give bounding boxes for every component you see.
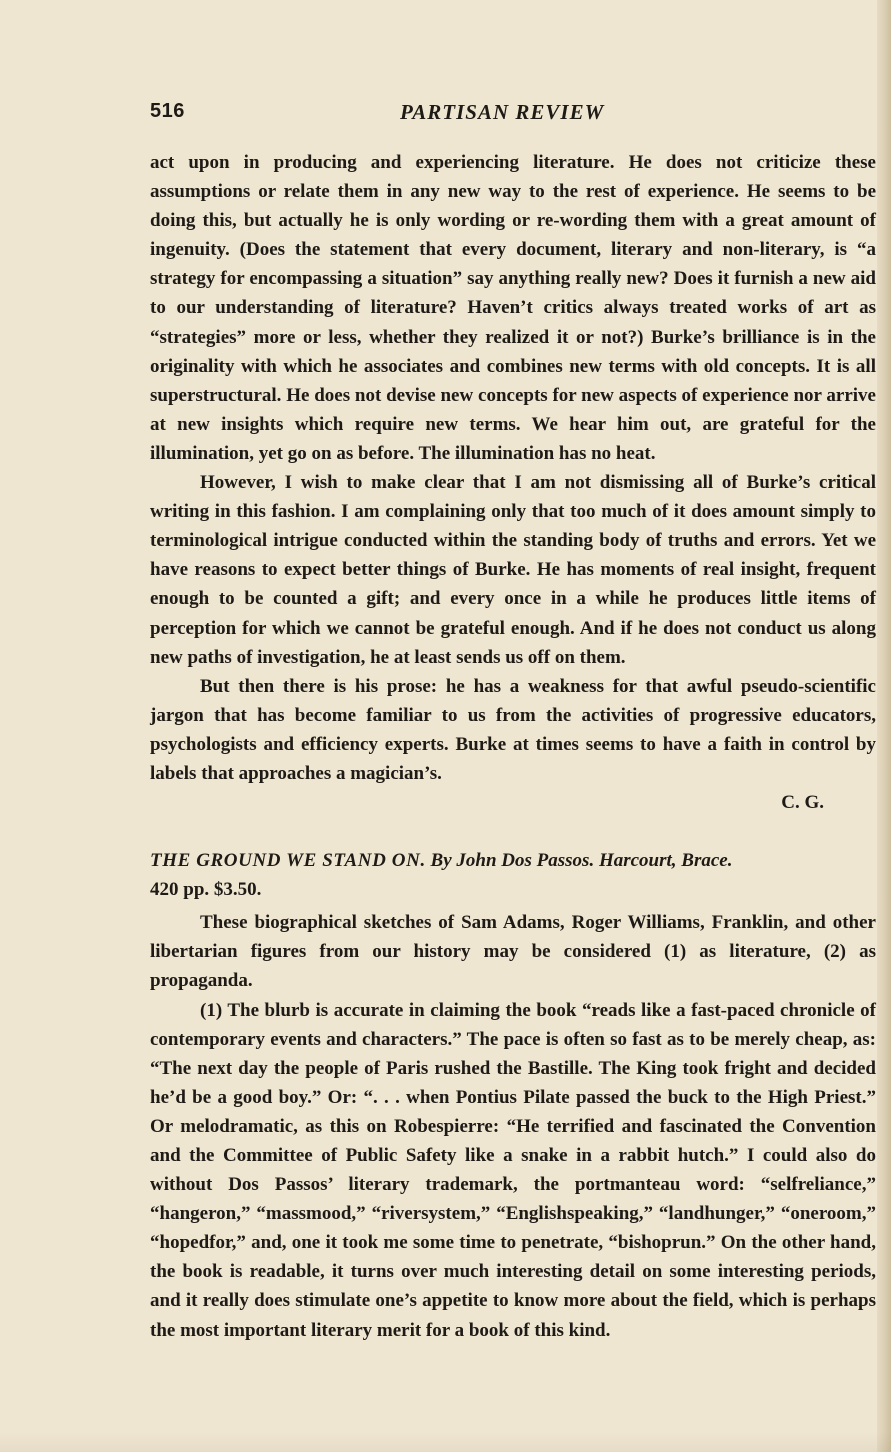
book-author: By John Dos Passos. [430,850,595,872]
review-dos-passos [150,908,876,1344]
paragraph: But then there is his prose: he has a weakness for that awful pseudo-scientific jargon that has become familiar to us from the activities of progressive educators, psychologists and efficiency experts. Burke at times seems to have a faith in control by labels that approaches a magician’s. [150,675,876,784]
reviewer-signature: C. G. [781,792,824,814]
paragraph: These biographical sketches of Sam Adams, Roger Williams, Franklin, and other libertarian figures from our history may be considered (1) as literature, (2) as propaganda. [150,912,876,992]
paragraph: (1) The blurb is accurate in claiming the book “reads like a fast-paced chronicle of contemporary events and characters.” The pace is often so fast as to be merely cheap, as: “The next day the people of Paris rushed the Bastille. The King took fright and decided he’d be a good boy.” Or: “. . . when Pontius Pilate passed the buck to the High Priest.” Or melodramatic, as this on Robespierre: “He terrified and fascinated the Convention and the Committee of Public Safety like a snake in a rabbit hutch.” I could also do without Dos Passos’ literary trademark, the portmanteau word: “selfreliance,” “hangeron,” “massmood,” “riversystem,” “Englishspeaking,” “landhunger,” “oneroom,” “hopedfor,” and, one it took me some time to penetrate, “bishoprun.” On the other hand, the book is readable, it turns over much interesting detail on some interesting periods, and it really does stimulate one’s appetite to know more about the field, which is perhaps the most important literary merit for a book of this kind. [150,999,876,1341]
page-number: 516 [150,100,185,122]
page-bottom-shadow [0,1432,891,1452]
book-publisher: Harcourt, Brace. [598,850,733,872]
page-content [150,96,876,1345]
running-head [150,96,876,140]
paragraph: However, I wish to make clear that I am not dismissing all of Burke’s critical writing in this fashion. I am complaining only that too much of it does amount simply to terminological intrigue conducted within the standing body of truths and errors. Yet we have reasons to expect better things of Burke. He has moments of real insight, frequent enough to be counted a gift; and every once in a while he produces little items of perception for which we cannot be grateful enough. And if he does not conduct us along new paths of investigation, he at least sends us off on them. [150,472,876,668]
book-details: 420 pp. $3.50. [150,879,262,901]
book-title: THE GROUND WE STAND ON. [150,850,426,872]
review-burke [150,148,876,788]
book-heading [150,846,876,904]
page-edge-shadow [877,0,891,1452]
paragraph: act upon in producing and experiencing literature. He does not criticize these assumptions or relate them in any new way to the rest of experience. He seems to be doing this, but actually he is only wording or re-wording them with a great amount of ingenuity. (Does the statement that every document, literary and non-literary, is “a strategy for encompassing a situation” say anything really new? Does it furnish a new aid to our understanding of literature? Haven’t critics always treated works of art as “strategies” more or less, whether they realized it or not?) Burke’s brilliance is in the originality with which he associates and combines new terms with old concepts. It is all superstructural. He does not devise new concepts for new aspects of experience nor arrive at new insights which require new terms. We hear him out, are grateful for the illumination, yet go on as before. The illumination has no heat. [150,152,876,464]
journal-title: PARTISAN REVIEW [400,100,605,124]
